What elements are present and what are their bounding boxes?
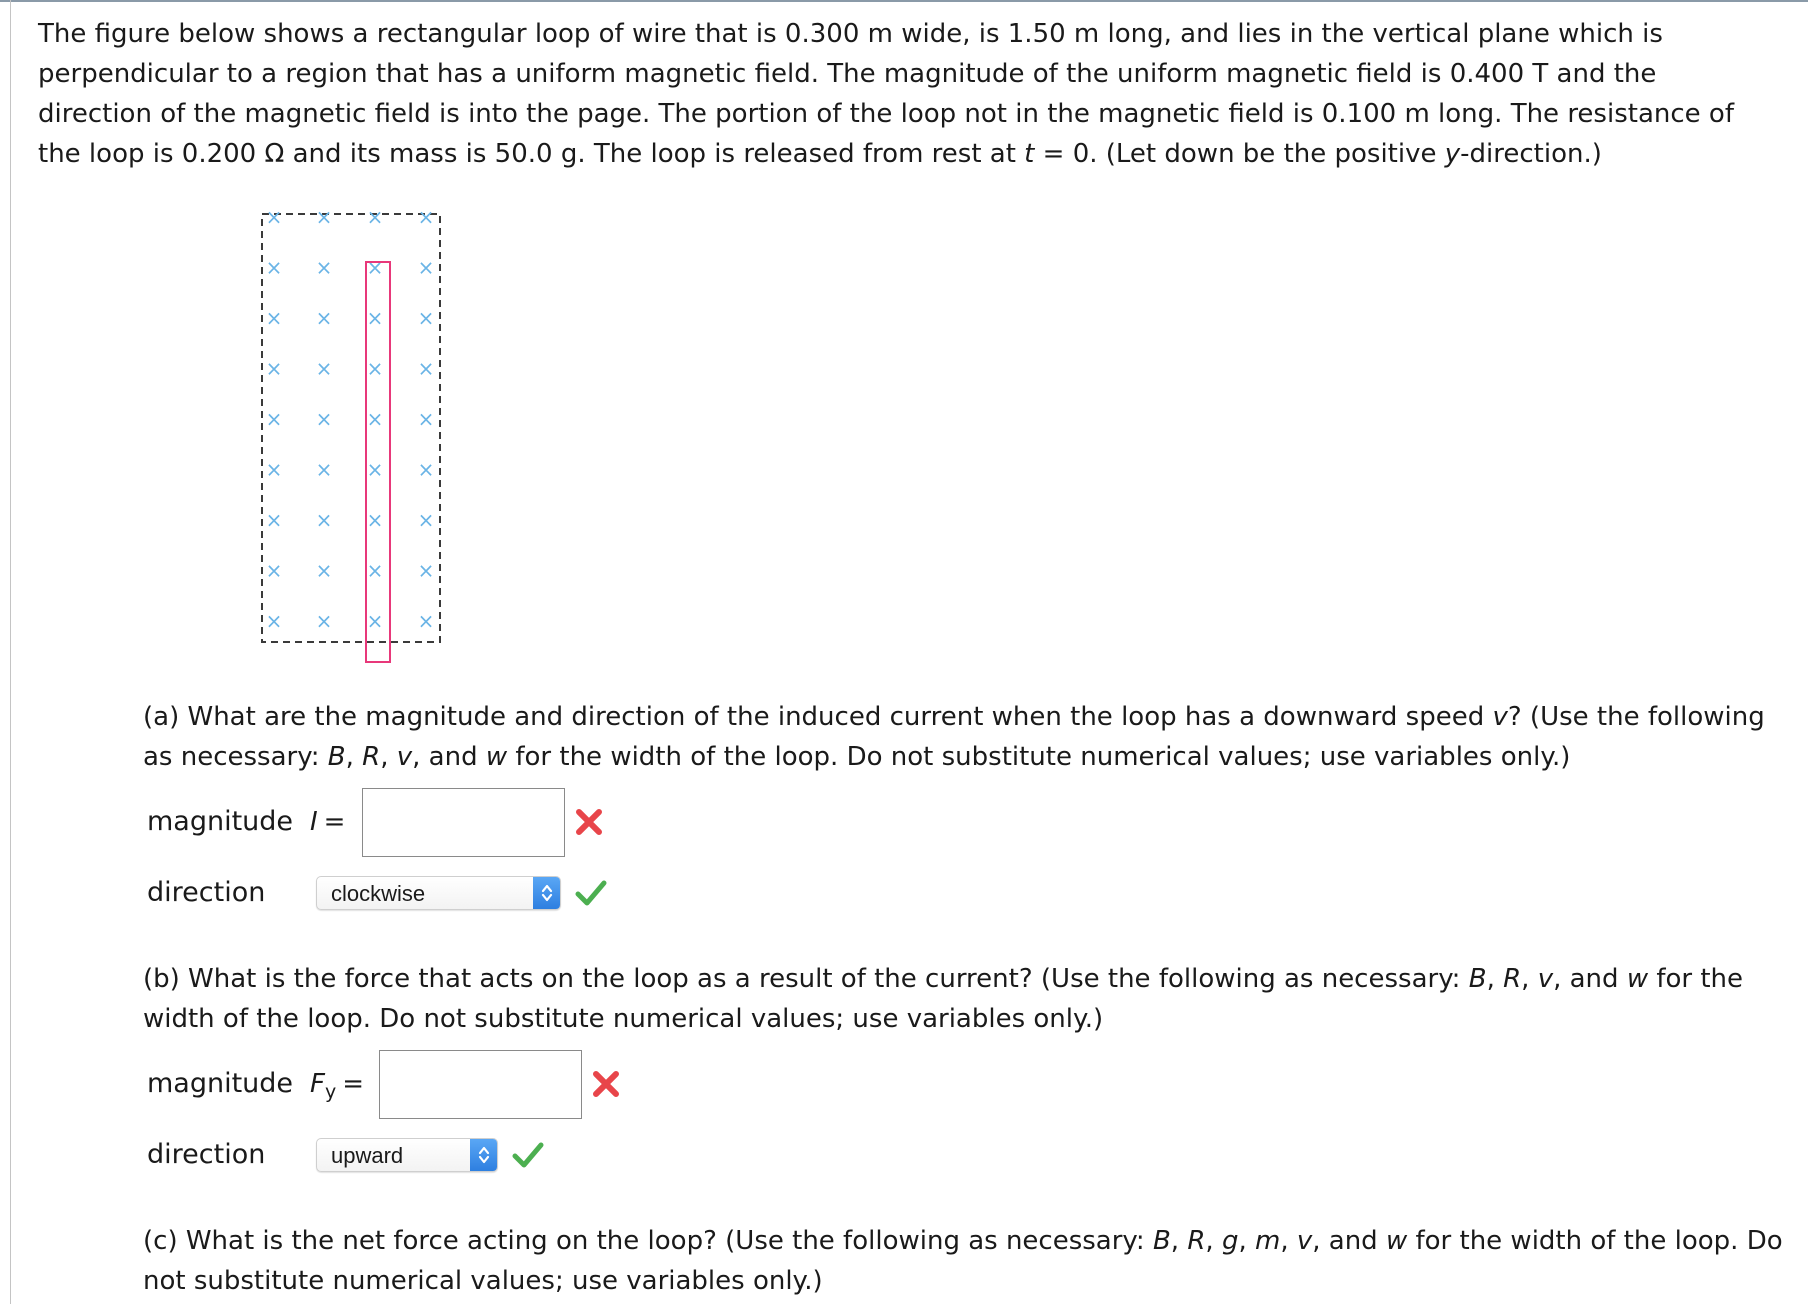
field-into-page-mark: × — [315, 457, 333, 482]
part-a-magnitude-label: magnitude — [147, 806, 294, 837]
problem-statement: The figure below shows a rectangular loop of wire that is 0.300 m wide, is 1.50 m long, and lies in the vertical plane which is perpendicular to a region that has a uniform magnetic field. The magnitude of the uniform magnetic field is 0.400 T and the direction of the magnetic field is into the page. The portion of the loop not in the magnetic field is 0.100 m long. The resistance of the loop is 0.200 Ω and its mass is 50.0 g. The loop is released from rest at t = 0. (Let down be the positive y-direction.) — [38, 19, 1734, 169]
field-into-page-mark: × — [417, 558, 435, 583]
field-into-page-mark: × — [265, 356, 283, 381]
top-border — [0, 0, 1808, 2]
field-into-page-mark: × — [417, 356, 435, 381]
field-into-page-mark: × — [366, 558, 384, 583]
part-b-variable: $F_y$ = — [310, 1069, 365, 1104]
field-into-page-mark: × — [366, 306, 384, 330]
field-into-page-mark: × — [366, 210, 384, 229]
part-b-magnitude-label: magnitude — [147, 1068, 294, 1099]
field-into-page-mark: × — [265, 210, 283, 229]
field-into-page-mark: × — [315, 255, 333, 280]
select-arrows-icon — [533, 877, 560, 909]
field-into-page-mark: × — [315, 558, 333, 583]
part-b-direction-label: direction — [147, 1139, 266, 1170]
part-c-question: (c) What is the net force acting on the loop? (Use the following as necessary: B, R, g, m, v, and w for the width of the loop. Do not substitute numerical values; use variables only.) — [143, 1226, 1783, 1296]
field-into-page-mark: × — [417, 457, 435, 482]
part-a-variable: I = — [310, 807, 346, 837]
part-b-direction-select[interactable] — [316, 1138, 498, 1172]
field-into-page-mark: × — [315, 407, 333, 431]
part-a-direction-label: direction — [147, 877, 266, 908]
field-into-page-mark: × — [315, 306, 333, 330]
left-border — [10, 0, 11, 1304]
field-into-page-mark: × — [417, 609, 435, 633]
correct-checkmark-icon — [512, 1141, 544, 1169]
field-into-page-mark: × — [265, 508, 283, 532]
select-arrows-icon — [470, 1139, 497, 1171]
part-a-question: (a) What are the magnitude and direction of the induced current when the loop has a downward speed v? (Use the following as necessary: B, R, v, and w for the width of the loop. Do not substitute numerical values; use variables only.) — [143, 702, 1765, 772]
field-into-page-mark: × — [315, 356, 333, 381]
field-into-page-mark: × — [417, 255, 435, 280]
part-a-direction-select[interactable] — [316, 876, 561, 910]
field-into-page-mark: × — [417, 407, 435, 431]
part-b-question: (b) What is the force that acts on the loop as a result of the current? (Use the following as necessary: B, R, v, and w for the width of the loop. Do not substitute numerical values; use variables only.) — [143, 964, 1744, 1034]
field-into-page-mark: × — [265, 306, 283, 330]
part-a-direction-value: clockwise — [331, 881, 426, 906]
part-a-magnitude-input[interactable] — [362, 788, 565, 857]
field-into-page-mark: × — [315, 210, 333, 229]
part-b-direction-value: upward — [331, 1143, 404, 1168]
field-into-page-mark: × — [265, 609, 283, 633]
field-into-page-mark: × — [366, 457, 384, 482]
field-into-page-mark: × — [366, 356, 384, 381]
incorrect-x-icon — [575, 808, 603, 836]
field-into-page-mark: × — [417, 210, 435, 229]
field-into-page-mark: × — [265, 407, 283, 431]
field-region-boundary — [262, 214, 440, 642]
field-into-page-mark: × — [366, 609, 384, 633]
part-b-magnitude-input[interactable] — [379, 1050, 582, 1119]
incorrect-x-icon — [592, 1070, 620, 1098]
field-marks — [266, 210, 435, 633]
magnetic-field-figure — [258, 210, 458, 675]
field-into-page-mark: × — [315, 609, 333, 633]
field-into-page-mark: × — [265, 255, 283, 280]
field-into-page-mark: × — [417, 508, 435, 532]
field-into-page-mark: × — [366, 407, 384, 431]
field-into-page-mark: × — [315, 508, 333, 532]
field-into-page-mark: × — [366, 255, 384, 280]
field-into-page-mark: × — [265, 558, 283, 583]
field-into-page-mark: × — [265, 457, 283, 482]
field-into-page-mark: × — [417, 306, 435, 330]
field-into-page-mark: × — [366, 508, 384, 532]
correct-checkmark-icon — [575, 879, 607, 907]
